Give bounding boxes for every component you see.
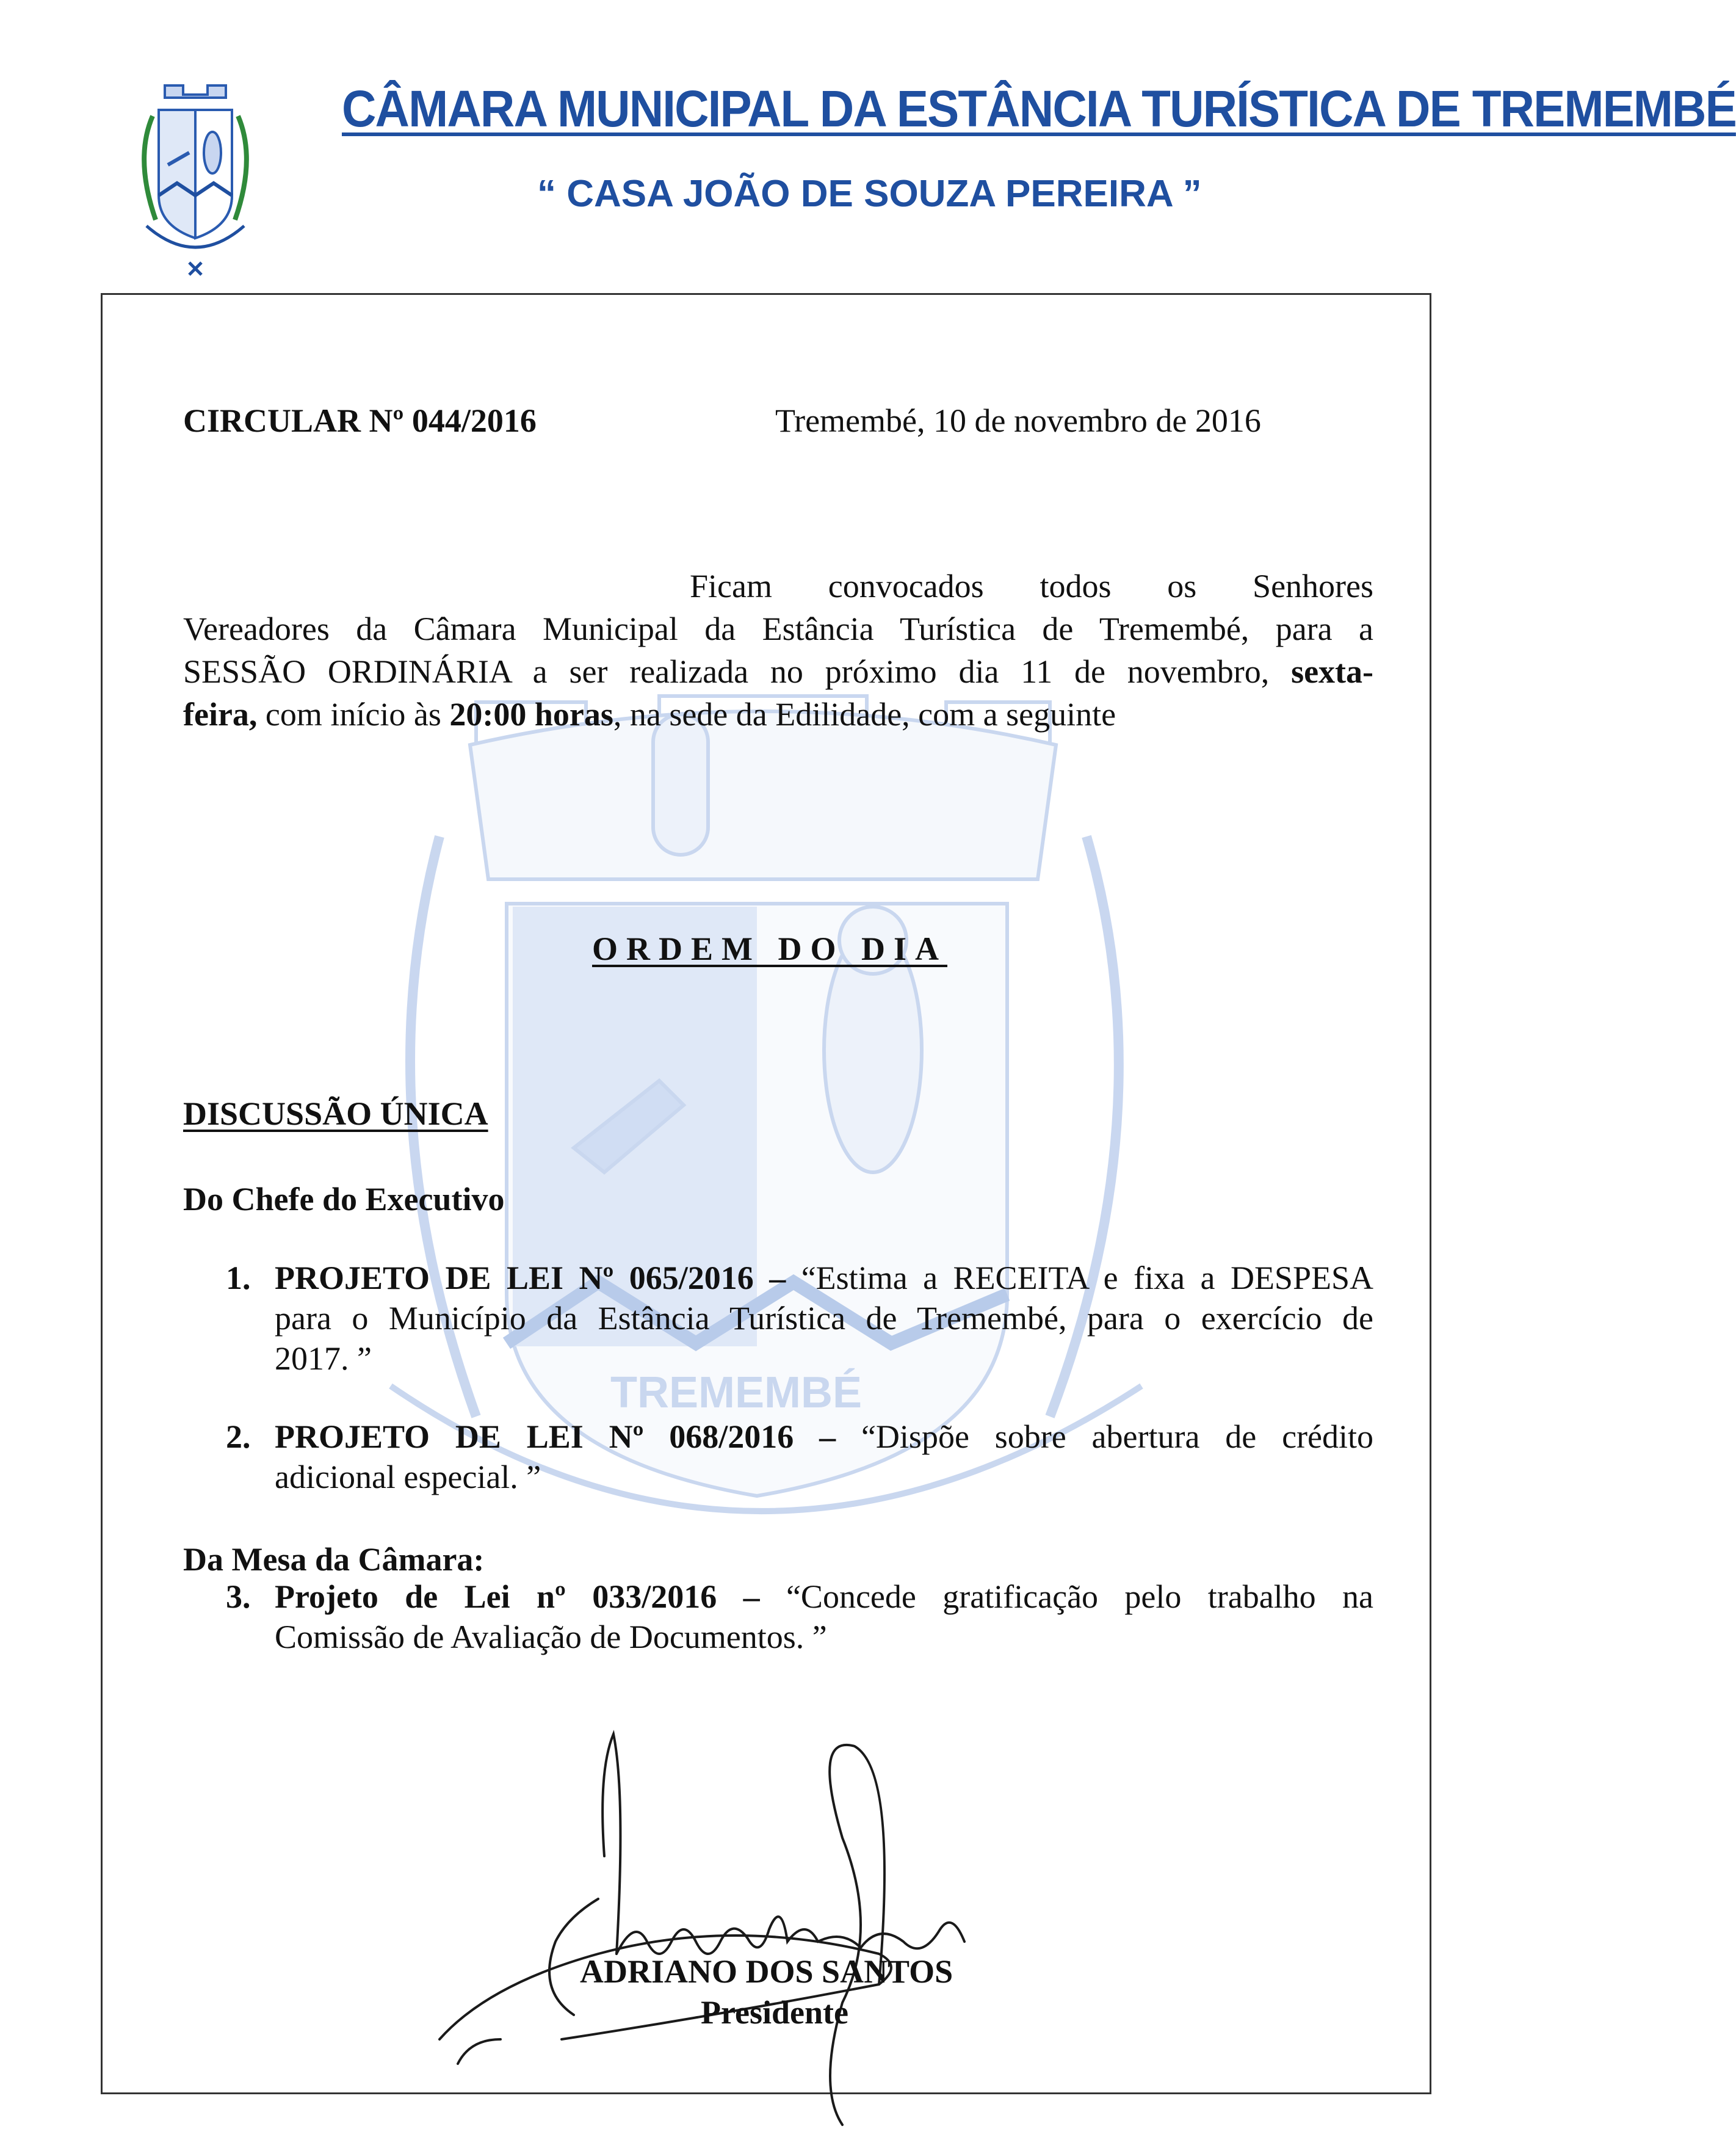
- executive-heading: Do Chefe do Executivo: [183, 1181, 505, 1217]
- item-line: Projeto de Lei nº 033/2016 – “Concede gratificação pelo trabalho na: [275, 1578, 1373, 1615]
- document-date: Tremembé, 10 de novembro de 2016: [775, 402, 1261, 439]
- signer-role: Presidente: [701, 1994, 848, 2031]
- paragraph-line: Ficam convocados todos os Senhores: [690, 568, 1373, 604]
- item-line: PROJETO DE LEI Nº 065/2016 – “Estima a RECEITA e fixa a DESPESA: [275, 1260, 1374, 1296]
- signer-name: ADRIANO DOS SANTOS: [580, 1953, 953, 1990]
- chamber-subtitle: “ CASA JOÃO DE SOUZA PEREIRA ”: [537, 173, 1202, 215]
- item-line: para o Município da Estância Turística de Tremembé, para o exercício de: [275, 1300, 1373, 1337]
- paragraph-line: Vereadores da Câmara Municipal da Estância Turística de Tremembé, para a: [183, 611, 1373, 647]
- circular-number: CIRCULAR Nº 044/2016: [183, 402, 537, 439]
- item-number: 3.: [226, 1578, 251, 1615]
- item-line: Comissão de Avaliação de Documentos. ”: [275, 1619, 827, 1655]
- item-line: PROJETO DE LEI Nº 068/2016 – “Dispõe sobre abertura de crédito: [275, 1418, 1373, 1455]
- chamber-title: CÂMARA MUNICIPAL DA ESTÂNCIA TURÍSTICA DE TREMEMBÉ: [342, 80, 1736, 137]
- agenda-title: ORDEM DO DIA: [592, 931, 947, 967]
- item-line: 2017. ”: [275, 1340, 372, 1377]
- item-number: 2.: [226, 1418, 251, 1455]
- paragraph-line: SESSÃO ORDINÁRIA a ser realizada no próximo dia 11 de novembro, sexta-: [183, 653, 1374, 690]
- mesa-heading: Da Mesa da Câmara:: [183, 1541, 485, 1578]
- item-number: 1.: [226, 1260, 251, 1296]
- signature-icon: [415, 1697, 1074, 2137]
- item-line: adicional especial. ”: [275, 1459, 541, 1495]
- paragraph-line: feira, com início às 20:00 horas, na sede da Edilidade, com a seguinte: [183, 696, 1116, 733]
- svg-text:TREMEMBÉ: TREMEMBÉ: [610, 1368, 862, 1417]
- section-title: DISCUSSÃO ÚNICA: [183, 1095, 488, 1132]
- convocation-paragraph: [183, 565, 1373, 736]
- crest-seal-icon: [98, 73, 293, 287]
